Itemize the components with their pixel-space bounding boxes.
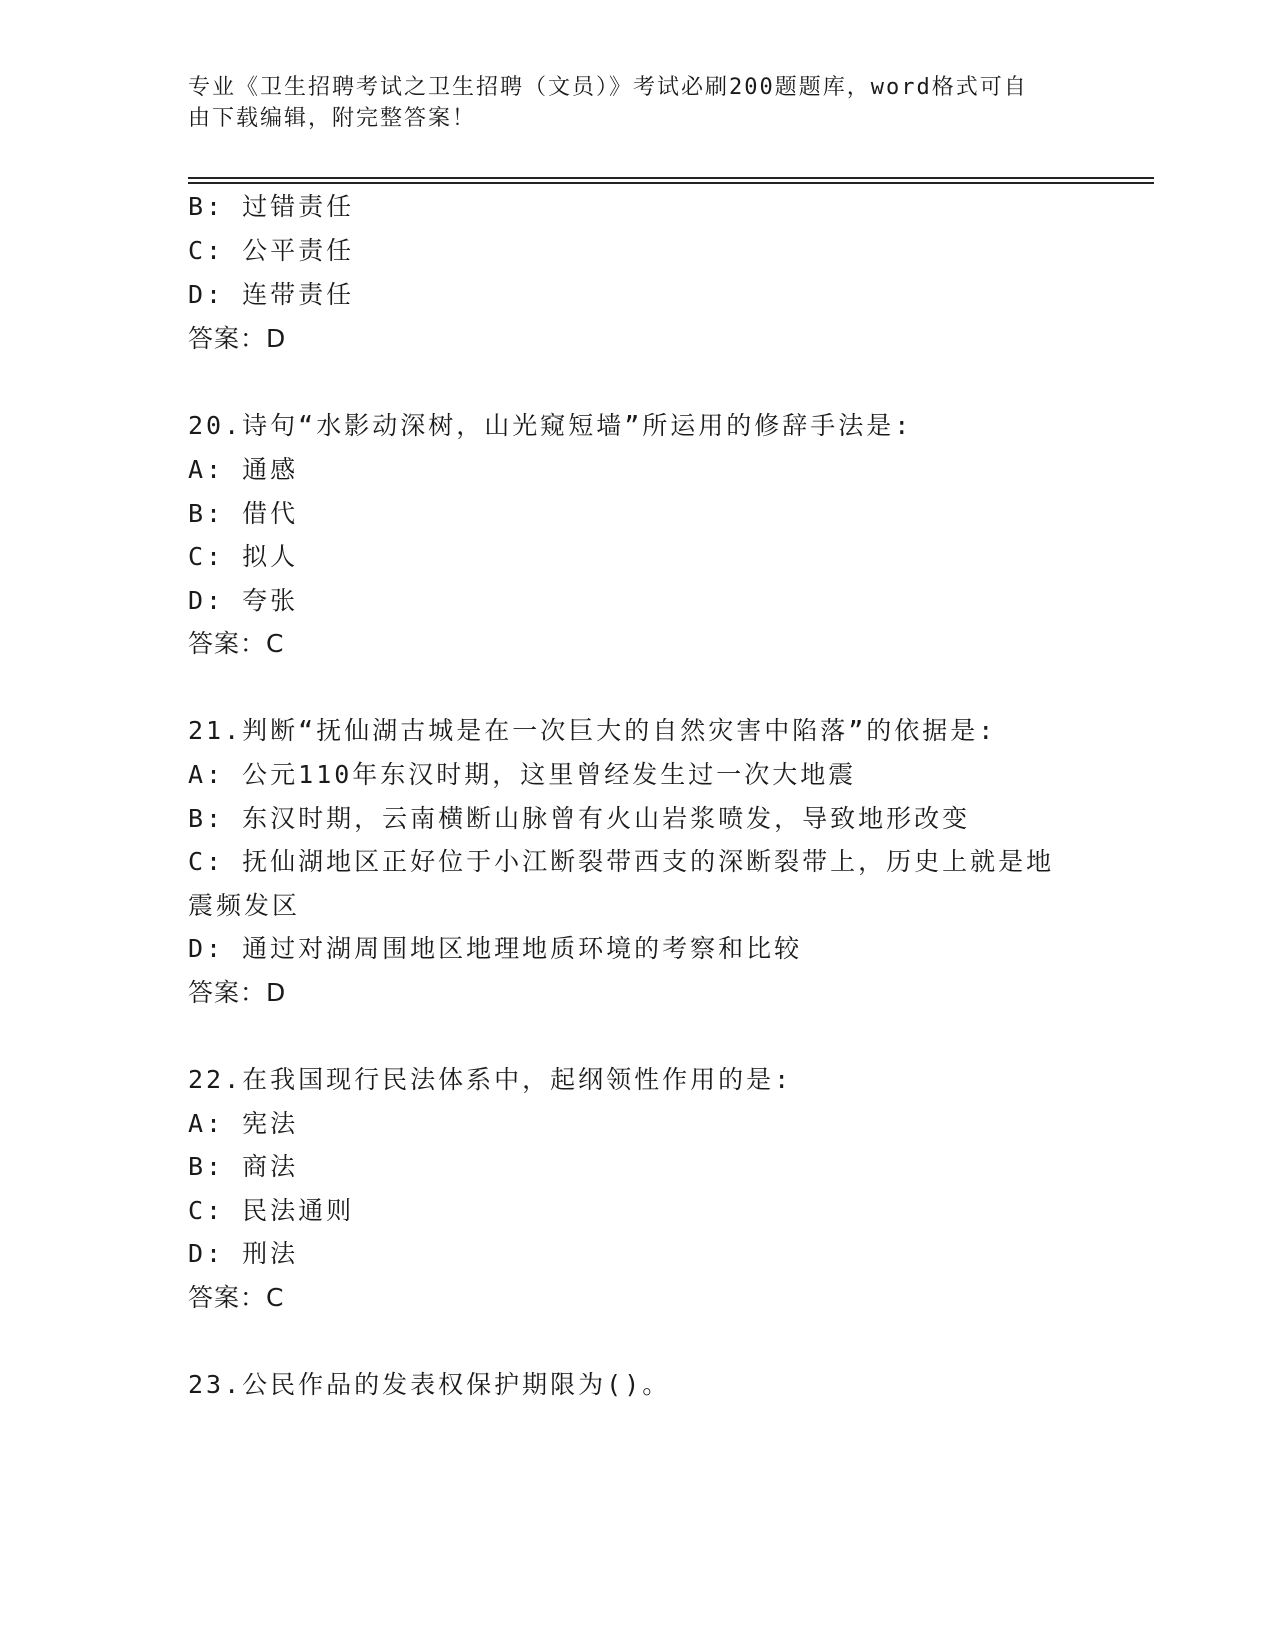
q20-option-d: D: 夸张 [188, 586, 299, 615]
header-divider-bottom [188, 182, 1154, 184]
q21-option-c-line-2: 震频发区 [188, 891, 301, 920]
q20-stem: 20.诗句“水影动深树，山光窥短墙”所运用的修辞手法是: [188, 411, 913, 440]
q20-option-b: B: 借代 [188, 499, 299, 528]
q20-answer: 答案：C [188, 629, 285, 658]
q22-answer: 答案：C [188, 1283, 285, 1312]
q22-option-d: D: 刑法 [188, 1239, 299, 1268]
q21-stem: 21.判断“抚仙湖古城是在一次巨大的自然灾害中陷落”的依据是: [188, 716, 997, 745]
q21-option-d: D: 通过对湖周围地区地理地质环境的考察和比较 [188, 934, 803, 963]
q21-option-c-line-1: C: 抚仙湖地区正好位于小江断裂带西支的深断裂带上，历史上就是地 [188, 847, 1055, 876]
q22-option-a: A: 宪法 [188, 1109, 299, 1138]
q19-option-d: D: 连带责任 [188, 280, 355, 309]
header-line-2: 由下载编辑，附完整答案！ [188, 106, 477, 131]
header-divider-top [188, 177, 1154, 179]
header-line-1: 专业《卫生招聘考试之卫生招聘（文员）》考试必刷200题题库，word格式可自 [188, 75, 1028, 100]
q22-option-c: C: 民法通则 [188, 1196, 355, 1225]
q21-answer: 答案：D [188, 978, 287, 1007]
q20-option-a: A: 通感 [188, 455, 299, 484]
q21-option-b: B: 东汉时期，云南横断山脉曾有火山岩浆喷发，导致地形改变 [188, 804, 971, 833]
q21-option-a: A: 公元110年东汉时期，这里曾经发生过一次大地震 [188, 760, 857, 789]
q22-option-b: B: 商法 [188, 1152, 299, 1181]
q19-answer: 答案：D [188, 324, 287, 353]
q20-option-c: C: 拟人 [188, 542, 299, 571]
document-header [188, 72, 1088, 134]
q23-stem: 23.公民作品的发表权保护期限为()。 [188, 1370, 671, 1399]
q19-option-c: C: 公平责任 [188, 236, 355, 265]
q19-option-b: B: 过错责任 [188, 192, 355, 221]
q22-stem: 22.在我国现行民法体系中，起纲领性作用的是: [188, 1065, 793, 1094]
